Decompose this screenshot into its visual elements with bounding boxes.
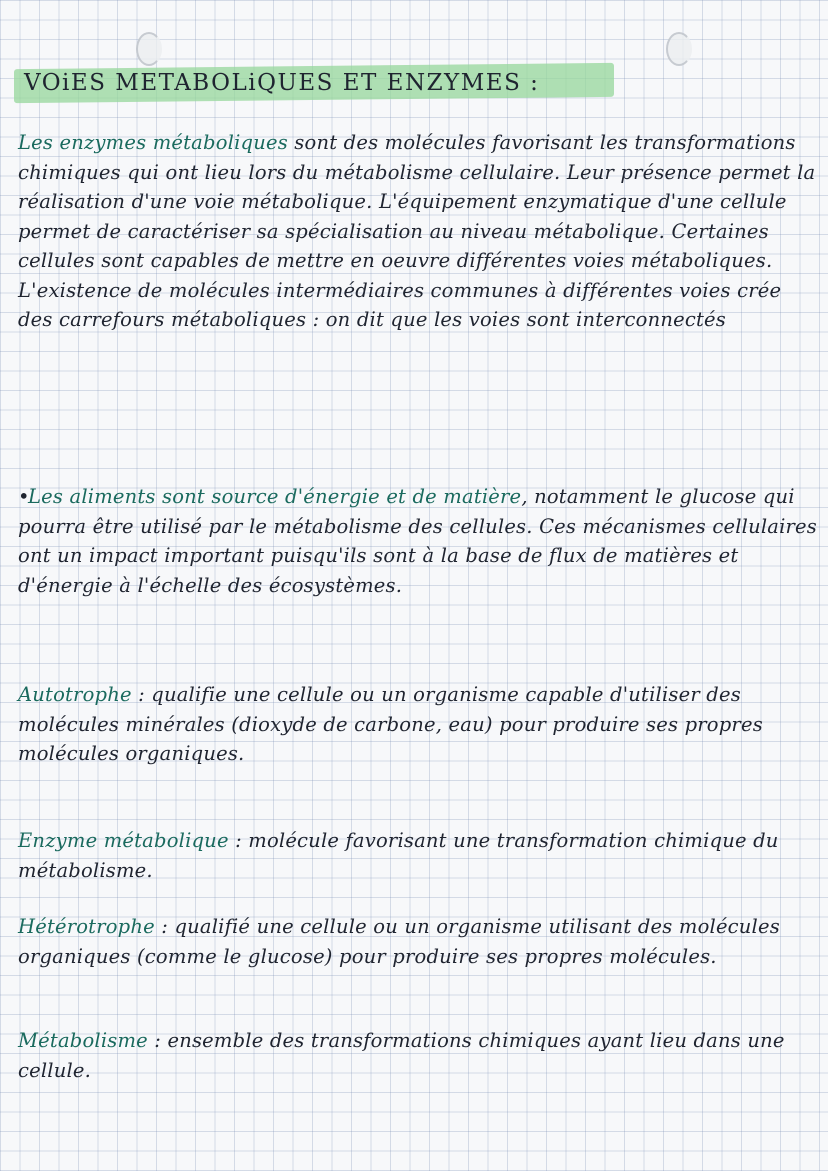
definition-text: : qualifié une cellule ou un organisme utilisant des molécules organiques (comme le glucose) pour produire ses propres molécules.: [18, 915, 780, 968]
definition-term: Autotrophe: [18, 683, 132, 706]
intro-highlight: Les enzymes métaboliques: [18, 131, 288, 154]
bullet-highlight: Les aliments sont source d'énergie et de matière: [28, 485, 522, 508]
intro-paragraph: [18, 128, 818, 335]
definition-term: Métabolisme: [18, 1029, 148, 1052]
definition-text: : molécule favorisant une transformation chimique du métabolisme.: [18, 829, 779, 882]
intro-text: sont des molécules favorisant les transformations chimiques qui ont lieu lors du métabolisme cellulaire. Leur présence permet la réalisation d'une voie métabolique. L'équipement enzymatique d'une cellule permet de caractériser sa spécialisation au niveau métabolique. Certaines cellules sont capables de mettre en oeuvre différentes voies métaboliques. L'existence de molécules intermédiaires communes à différentes voies crée des carrefours métaboliques : on dit que les voies sont interconnectés: [18, 131, 816, 331]
bullet-marker: •: [18, 485, 30, 508]
definition-term: Enzyme métabolique: [18, 829, 229, 852]
binder-hole-left: [136, 32, 162, 66]
binder-hole-right: [666, 32, 692, 66]
page-title: VOiES METABOLiQUES ET ENZYMES :: [24, 70, 540, 96]
definition-autotrophe: [18, 680, 818, 769]
definition-term: Hétérotrophe: [18, 915, 155, 938]
definition-text: : qualifie une cellule ou un organisme capable d'utiliser des molécules minérales (dioxyde de carbone, eau) pour produire ses propres molécules organiques.: [18, 683, 763, 765]
definition-text: : ensemble des transformations chimiques ayant lieu dans une cellule.: [18, 1029, 785, 1082]
definition-heterotrophe: [18, 912, 818, 971]
definition-enzyme-metabolique: [18, 826, 818, 885]
bullet-paragraph: [18, 482, 818, 600]
definition-metabolisme: [18, 1026, 818, 1085]
bullet-text: , notamment le glucose qui pourra être utilisé par le métabolisme des cellules. Ces mécanismes cellulaires ont un impact important puisqu'ils sont à la base de flux de matières et d'énergie à l'échelle des écosystèmes.: [18, 485, 818, 597]
